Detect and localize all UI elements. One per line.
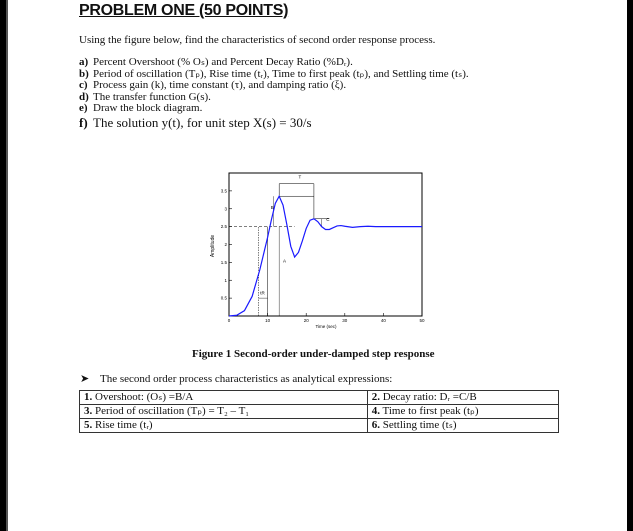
table-cell: 4. Time to first peak (tₚ)	[367, 405, 558, 419]
y-tick-label: 1.5	[220, 259, 227, 265]
x-tick-label: 50	[419, 318, 425, 323]
question-item: a) Percent Overshoot (% Oₛ) and Percent Decay Ratio (%Dᵣ).	[79, 56, 353, 68]
figure-caption: Figure 1 Second-order under-damped step response	[192, 348, 435, 360]
y-tick-label: 1	[224, 277, 227, 283]
question-item: c) Process gain (k), time constant (τ), and damping ratio (ξ).	[79, 79, 347, 92]
problem-title: PROBLEM ONE (50 POINTS)	[79, 2, 289, 19]
characteristics-table	[79, 390, 559, 433]
table-cell: 1. Overshoot: (Oₛ) =B/A	[80, 391, 368, 405]
label-a: A	[283, 258, 287, 264]
y-axis-label: Amplitude	[210, 234, 216, 258]
arrow-bullet-icon: ➤	[80, 373, 90, 385]
question-item: f) The solution y(t), for unit step X(s) = 30/s	[79, 114, 312, 130]
label-t: T	[298, 174, 302, 180]
question-list	[79, 57, 469, 130]
label-tr: tR	[260, 290, 265, 296]
x-tick-label: 0	[227, 318, 231, 323]
intro-text: Using the figure below, find the characteristics of second order response process.	[79, 34, 436, 46]
x-tick-label: 30	[342, 318, 348, 323]
table-row	[80, 405, 559, 419]
page-left-border	[6, 0, 8, 531]
x-tick-label: 10	[265, 318, 271, 323]
y-tick-label: 2.5	[220, 224, 227, 230]
figure-background	[203, 166, 443, 336]
bullet-line	[80, 372, 392, 385]
label-c: C	[326, 216, 330, 222]
y-tick-label: 2	[224, 242, 227, 247]
y-tick-label: 0.5	[220, 295, 227, 301]
x-tick-label: 40	[380, 318, 386, 323]
y-tick-label: 3	[224, 206, 227, 212]
table-cell: 3. Period of oscillation (Tₚ) = T₂ – T₁	[80, 405, 368, 419]
question-item: b) Period of oscillation (Tₚ), Rise time (tᵣ), Time to first peak (tₚ), and Settling time (tₛ).	[79, 67, 469, 80]
question-item: d) The transfer function G(s).	[79, 90, 211, 103]
x-tick-label: 20	[303, 318, 309, 323]
label-b: B	[270, 204, 274, 210]
x-axis-label: Time (sec)	[315, 324, 337, 329]
table-row	[80, 391, 559, 405]
question-item: e) Draw the block diagram.	[79, 102, 203, 115]
bullet-text: The second order process characteristics as analytical expressions:	[100, 373, 393, 385]
table-cell: 6. Settling time (tₛ)	[367, 419, 558, 433]
y-tick-label: 3.5	[220, 188, 227, 194]
table-cell: 2. Decay ratio: Dᵣ =C/B	[367, 391, 558, 405]
table-row	[80, 419, 559, 433]
document-page	[6, 0, 627, 531]
step-response-figure	[203, 166, 443, 336]
table-cell: 5. Rise time (tᵣ)	[80, 419, 368, 433]
